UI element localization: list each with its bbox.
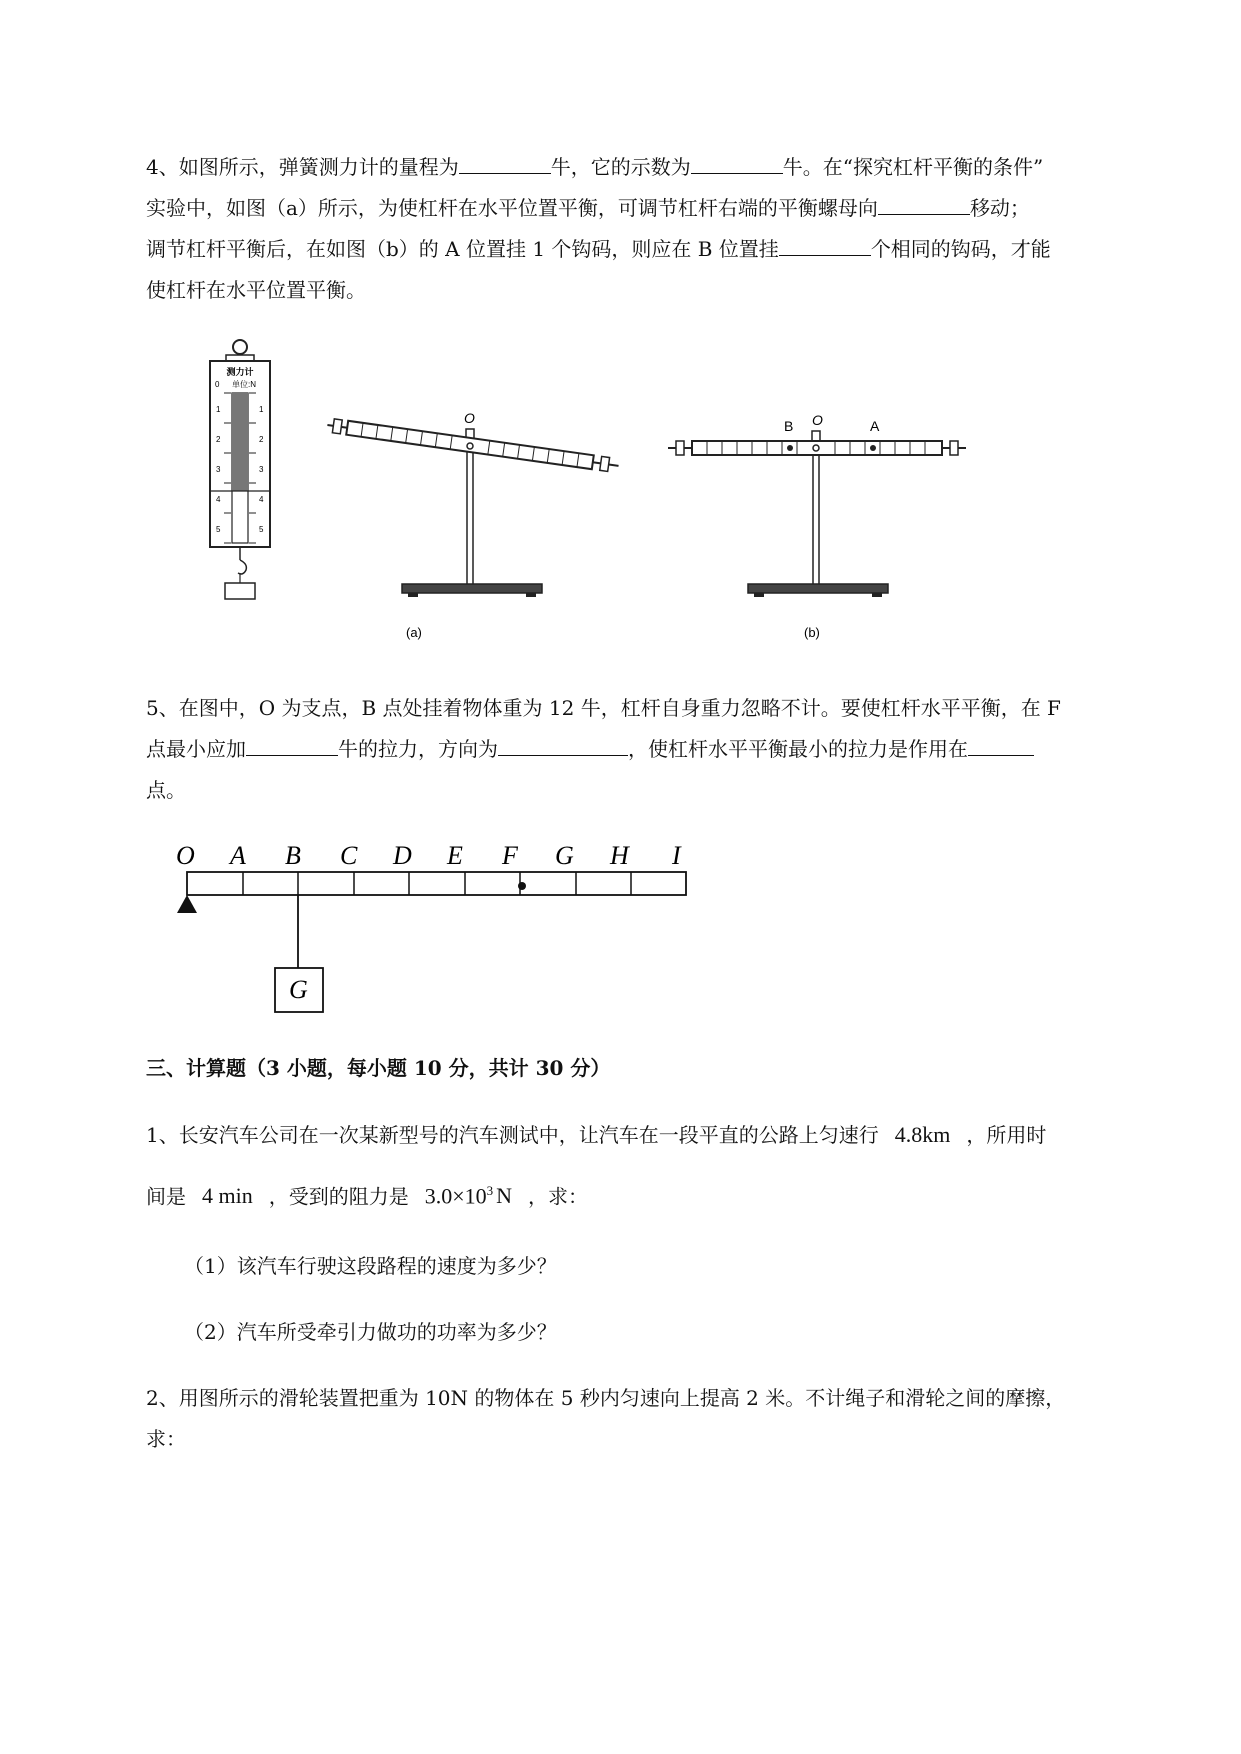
q5-blank-direction[interactable] — [498, 729, 628, 756]
point-label-g: G — [555, 841, 574, 870]
q4-blank-direction[interactable] — [878, 188, 970, 215]
point-label-f: F — [502, 841, 518, 870]
point-label-i: I — [672, 841, 681, 870]
calc1-time: 4 min — [202, 1183, 253, 1209]
q4-blank-count[interactable] — [779, 229, 871, 256]
q4-blank-range[interactable] — [459, 147, 551, 174]
point-label-b: B — [285, 841, 301, 870]
tick-left-5: 5 — [216, 525, 221, 534]
fig-b-label-o: O — [812, 412, 823, 428]
calc-question-2 — [146, 1378, 1166, 1460]
tick-left-4: 4 — [216, 495, 221, 504]
q5-line-2: 点最小应加 牛的拉力，方向为 ，使杠杆水平平衡最小的拉力是作用在 — [146, 729, 1166, 770]
tick-left-3: 3 — [216, 465, 221, 474]
spring-scale-indicator — [232, 393, 248, 491]
point-label-h: H — [610, 841, 629, 870]
weight-label: G — [289, 975, 308, 1004]
spring-scale-title: 测力计 — [226, 367, 254, 377]
fig-b-caption: (b) — [804, 625, 820, 640]
lever-points-figure — [170, 830, 700, 1020]
question-4 — [146, 147, 1166, 311]
point-label-c: C — [340, 841, 358, 870]
tick-left-2: 2 — [216, 435, 221, 444]
calc1-force: $3.0\times 10^3$ N — [424, 1183, 513, 1209]
tick-right-5: 5 — [259, 525, 264, 534]
q4-blank-reading[interactable] — [691, 147, 783, 174]
q4-line-2: 实验中，如图（a）所示，为使杠杆在水平位置平衡，可调节杠杆右端的平衡螺母向 移动； — [146, 188, 1166, 229]
point-label-d: D — [393, 841, 412, 870]
calc1-sub-1: （1）该汽车行驶这段路程的速度为多少？ — [184, 1254, 557, 1278]
q5-blank-force[interactable] — [246, 729, 338, 756]
point-label-a: A — [230, 841, 246, 870]
tick-right-2: 2 — [259, 435, 264, 444]
tick-right-4: 4 — [259, 495, 264, 504]
fulcrum — [177, 895, 197, 913]
q5-line-1: 5、在图中，O 为支点，B 点处挂着物体重为 12 牛，杠杆自身重力忽略不计。要使杠杆水平平衡，在 F — [146, 696, 1061, 720]
q4-line-1: 4、如图所示，弹簧测力计的量程为 牛，它的示数为 牛。在“探究杠杆平衡的条件” — [146, 147, 1166, 188]
spring-scale-unit: 单位:N — [232, 380, 256, 389]
question-5 — [146, 688, 1166, 811]
calc2-line-2: 求： — [146, 1427, 186, 1451]
section-3-title: 三、计算题（3 小题，每小题 10 分，共计 30 分） — [146, 1056, 611, 1080]
calc1-distance: 4.8km — [894, 1122, 951, 1147]
q4-line-3: 调节杠杆平衡后，在如图（b）的 A 位置挂 1 个钩码，则应在 B 位置挂 个相同的钩码，才能 — [146, 229, 1166, 270]
q4-line-4: 使杠杆在水平位置平衡。 — [146, 278, 366, 302]
fig-a-label-o: O — [464, 410, 475, 426]
calc1-line-1: 1、长安汽车公司在一次某新型号的汽车测试中，让汽车在一段平直的公路上匀速行 4.8km ，所用时 — [146, 1114, 1166, 1156]
fig-b-label-b: B — [784, 418, 794, 434]
q5-blank-point[interactable] — [968, 729, 1034, 756]
point-f-marker — [518, 882, 526, 890]
tick-left-1: 1 — [216, 405, 221, 414]
point-label-e: E — [447, 841, 463, 870]
lever-figure-b — [660, 405, 970, 645]
calc1-sub-2: （2）汽车所受牵引力做功的功率为多少？ — [184, 1320, 557, 1344]
calc2-line-1: 2、用图所示的滑轮装置把重为 10N 的物体在 5 秒内匀速向上提高 2 米。不计绳子和滑轮之间的摩擦， — [146, 1386, 1066, 1410]
q5-line-3: 点。 — [146, 778, 186, 802]
fig-b-label-a: A — [870, 418, 880, 434]
spring-scale-figure — [200, 335, 290, 613]
calc1-line-2: 间是 4 min ，受到的阻力是 $3.0\times 10^3$ N ，求： — [146, 1170, 1166, 1217]
spring-scale-zero: 0 — [215, 380, 220, 389]
fig-a-caption: (a) — [406, 625, 422, 640]
point-label-o: O — [176, 841, 195, 870]
tick-right-1: 1 — [259, 405, 264, 414]
lever-figure-a — [322, 405, 632, 645]
tick-right-3: 3 — [259, 465, 264, 474]
